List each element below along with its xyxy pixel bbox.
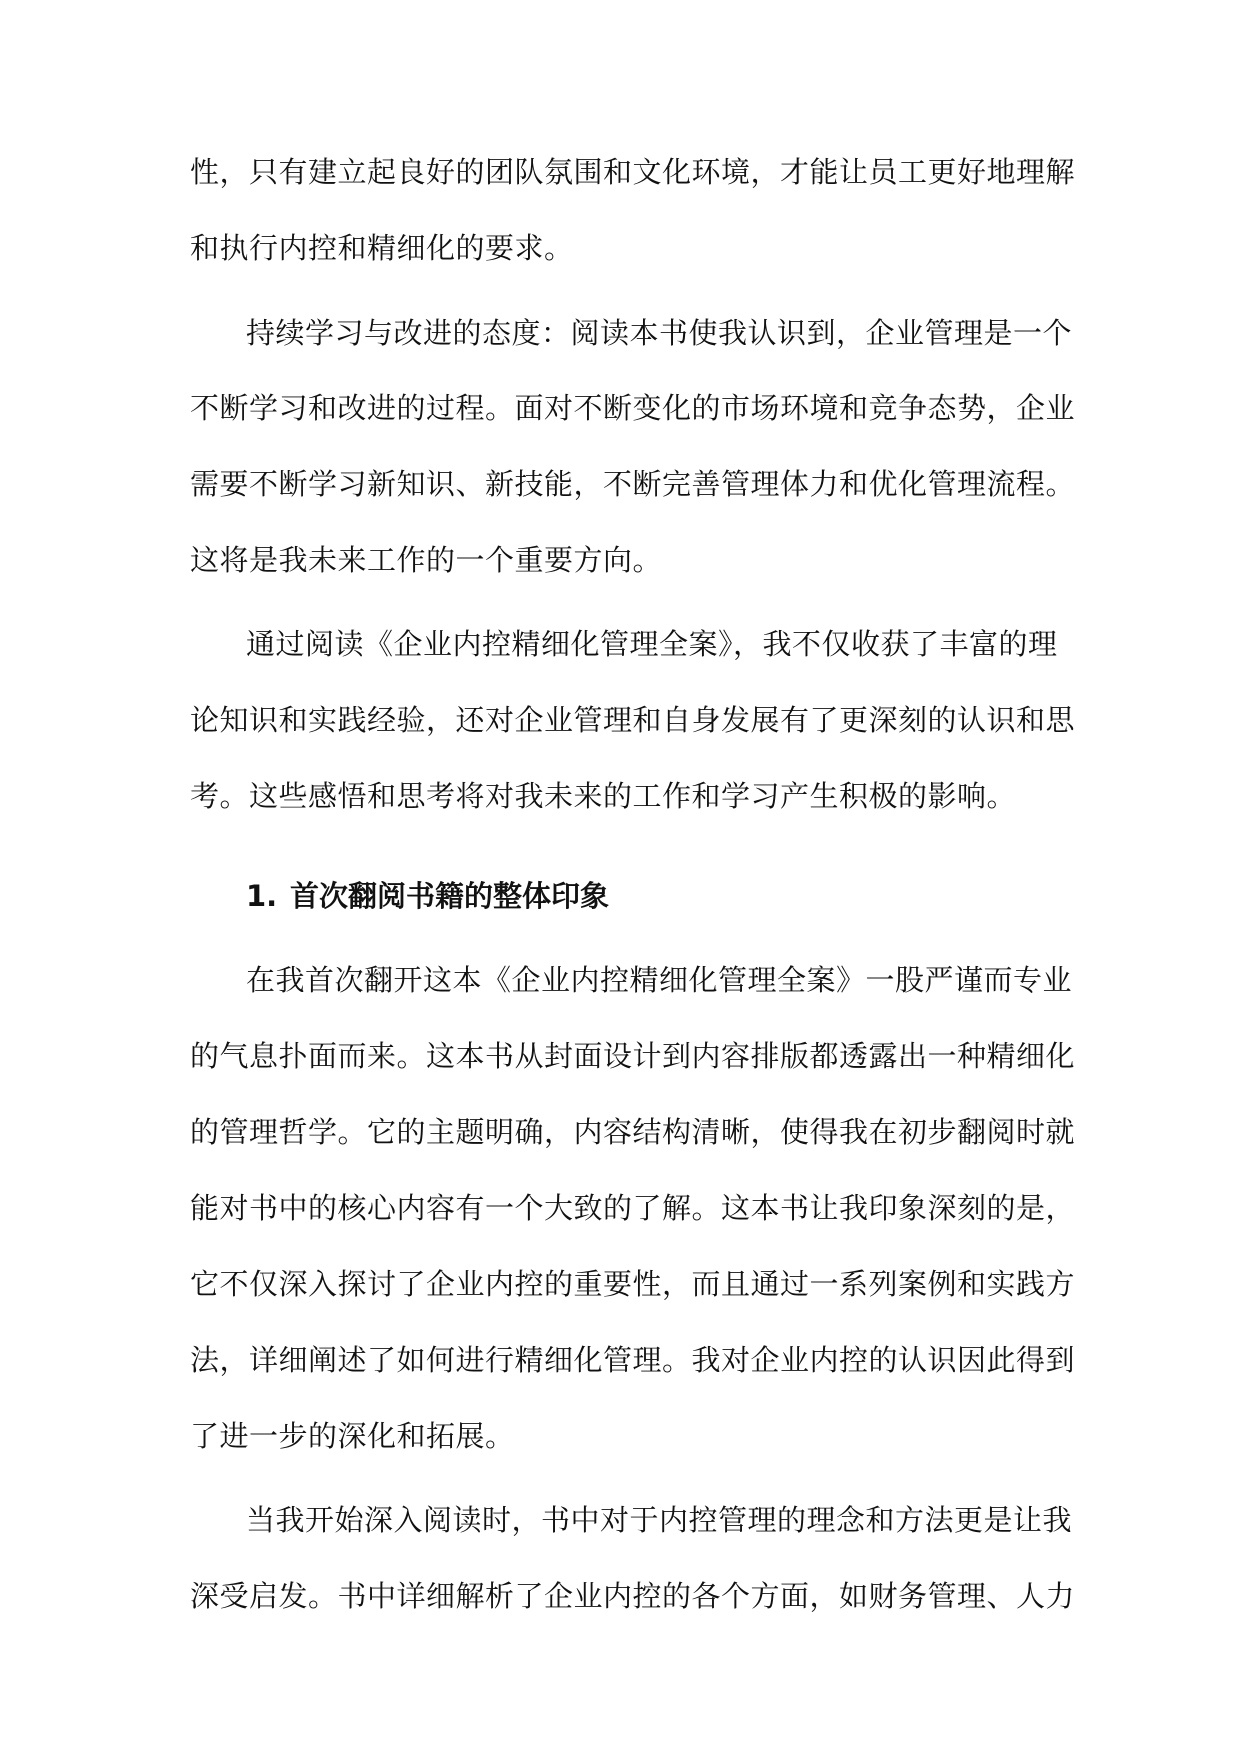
paragraph-line: 的气息扑面而来。这本书从封面设计到内容排版都透露出一种精细化	[190, 1039, 1076, 1073]
paragraph-line: 持续学习与改进的态度：阅读本书使我认识到，企业管理是一个	[246, 316, 1073, 350]
paragraph-line: 它不仅深入探讨了企业内控的重要性，而且通过一系列案例和实践方	[190, 1267, 1076, 1301]
paragraph-line: 性，只有建立起良好的团队氛围和文化环境，才能让员工更好地理解	[190, 155, 1076, 189]
paragraph-line: 能对书中的核心内容有一个大致的了解。这本书让我印象深刻的是，	[190, 1191, 1076, 1225]
section-title: 首次翻阅书籍的整体印象	[290, 879, 610, 913]
paragraph-line: 的管理哲学。它的主题明确，内容结构清晰，使得我在初步翻阅时就	[190, 1115, 1076, 1149]
section-number: 1.	[246, 879, 278, 913]
paragraph-line: 法，详细阐述了如何进行精细化管理。我对企业内控的认识因此得到	[190, 1343, 1076, 1377]
paragraph-line: 和执行内控和精细化的要求。	[190, 231, 574, 265]
paragraph-line: 论知识和实践经验，还对企业管理和自身发展有了更深刻的认识和思	[190, 703, 1076, 737]
paragraph-line: 不断学习和改进的过程。面对不断变化的市场环境和竞争态势，企业	[190, 391, 1076, 425]
section-heading	[246, 876, 1046, 916]
paragraph-line: 在我首次翻开这本《企业内控精细化管理全案》一股严谨而专业	[246, 963, 1073, 997]
paragraph-line: 需要不断学习新知识、新技能，不断完善管理体力和优化管理流程。	[190, 467, 1076, 501]
paragraph-line: 当我开始深入阅读时，书中对于内控管理的理念和方法更是让我	[246, 1503, 1073, 1537]
paragraph-line: 通过阅读《企业内控精细化管理全案》，我不仅收获了丰富的理	[246, 627, 1058, 661]
paragraph-line: 深受启发。书中详细解析了企业内控的各个方面，如财务管理、人力	[190, 1579, 1076, 1613]
paragraph-line: 考。这些感悟和思考将对我未来的工作和学习产生积极的影响。	[190, 779, 1017, 813]
paragraph-line: 了进一步的深化和拓展。	[190, 1419, 515, 1453]
paragraph-line: 这将是我未来工作的一个重要方向。	[190, 543, 663, 577]
